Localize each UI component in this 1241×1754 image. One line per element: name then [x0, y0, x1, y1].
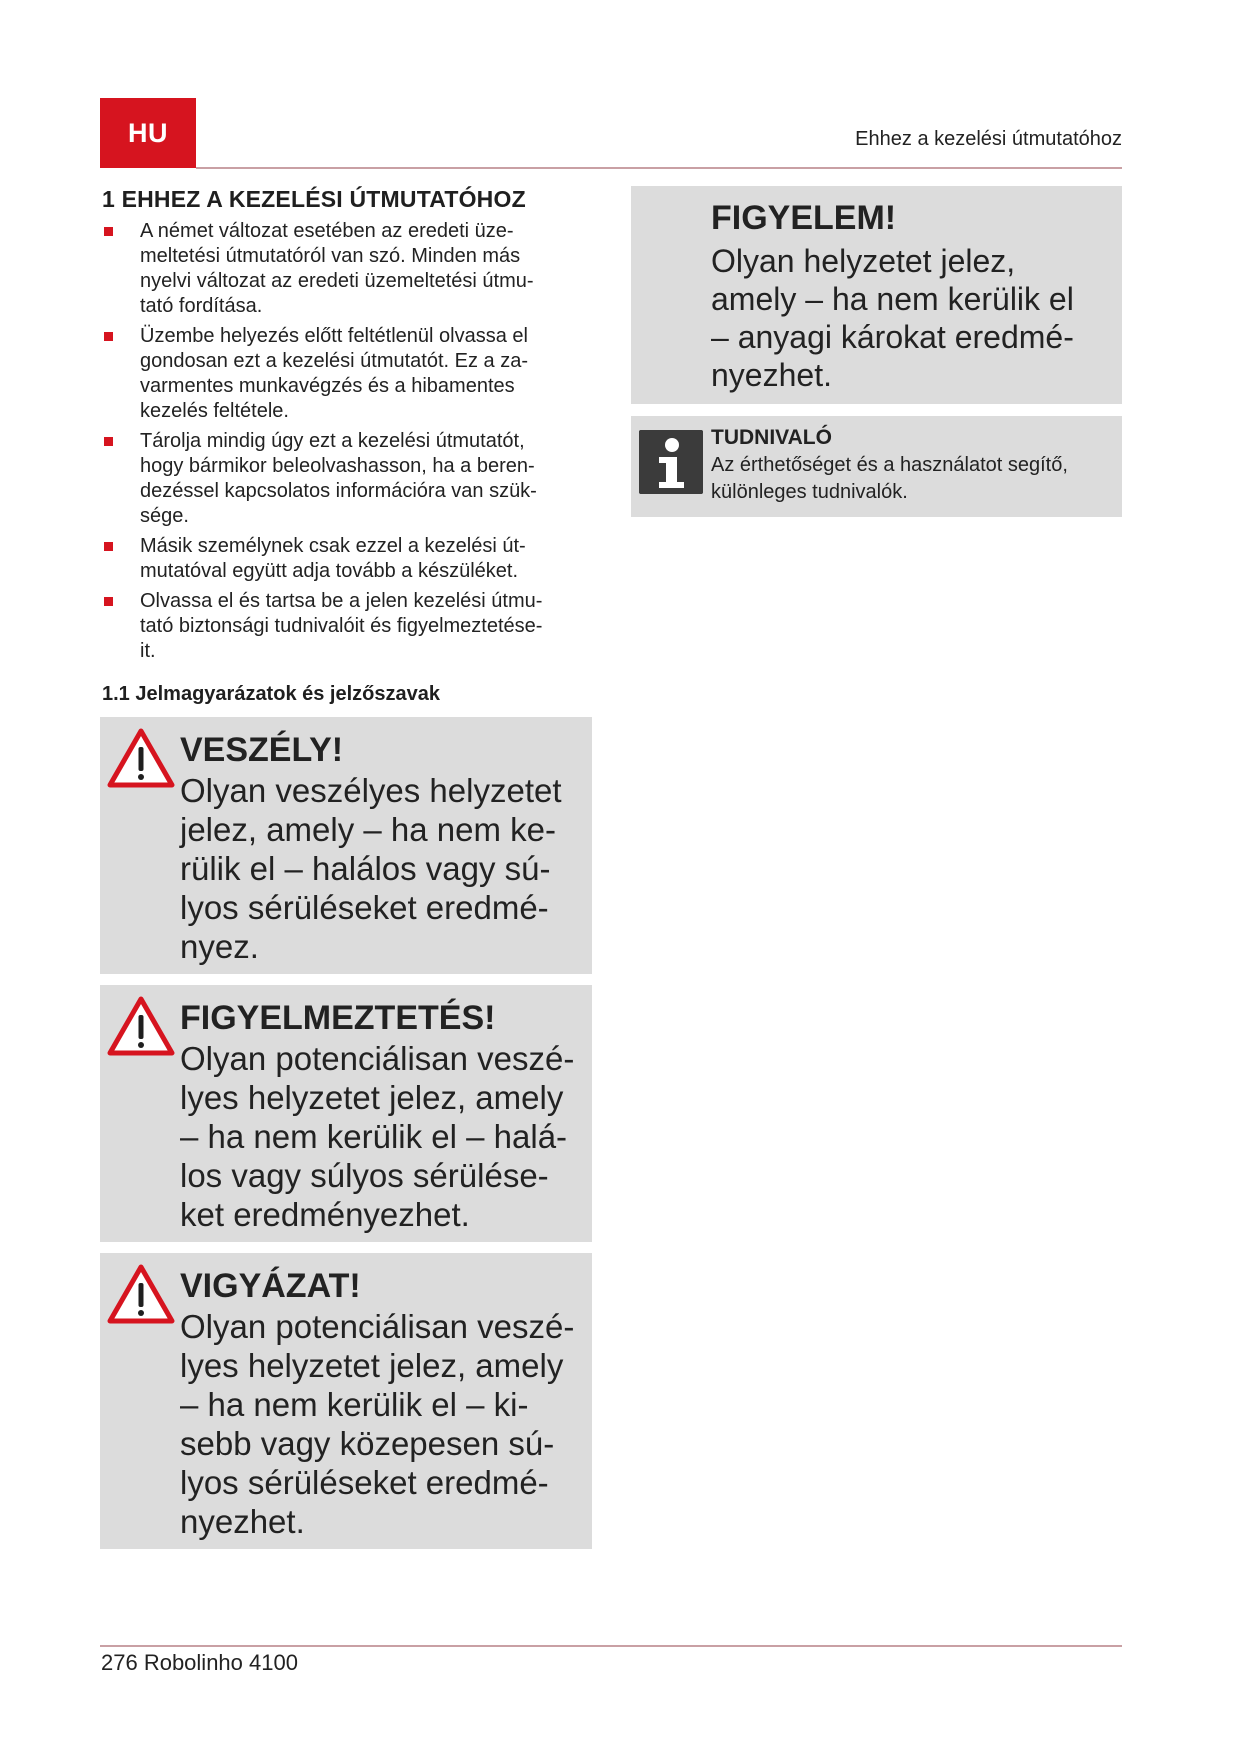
bullet-item	[100, 534, 592, 584]
notice-line: nyezhet.	[711, 357, 832, 393]
attention-notice	[631, 186, 1122, 404]
bullet-line: Olvassa el és tartsa be a jelen kezelési útmu-	[140, 590, 543, 612]
bullet-line: gondosan ezt a kezelési útmutatót. Ez a za-	[140, 350, 528, 372]
bullet-line: meltetési útmutatóról van szó. Minden más	[140, 245, 521, 267]
right-column	[631, 186, 1122, 528]
notice-line: amely – ha nem kerülik el	[711, 281, 1074, 317]
warning-notice	[100, 985, 592, 1242]
notice-line: Olyan potenciálisan veszé-	[180, 1308, 575, 1345]
language-tab: HU	[100, 98, 196, 168]
notice-title: FIGYELEM!	[711, 199, 897, 237]
bullet-square-icon	[104, 227, 113, 236]
notice-title: FIGYELMEZTETÉS!	[180, 999, 496, 1037]
bullet-line: kezelés feltétele.	[140, 400, 289, 422]
bullet-line: mutatóval együtt adja tovább a készüléket.	[140, 560, 519, 582]
notice-body	[711, 242, 1102, 394]
bullet-line: dezéssel kapcsolatos információra van szük-	[140, 480, 537, 502]
bullet-line: Másik személynek csak ezzel a kezelési út-	[140, 535, 526, 557]
info-icon	[639, 430, 703, 494]
warning-triangle-icon	[107, 1263, 175, 1325]
notice-body	[711, 452, 1112, 506]
caution-notice	[100, 1253, 592, 1549]
subsection-heading: 1.1 Jelmagyarázatok és jelzőszavak	[102, 683, 440, 705]
notice-line: nyez.	[180, 928, 259, 965]
bullet-item	[100, 324, 592, 424]
notice-line: sebb vagy közepesen sú-	[180, 1425, 555, 1462]
notice-line: – ha nem kerülik el – halá-	[180, 1118, 568, 1155]
notice-line: los vagy súlyos sérülése-	[180, 1157, 549, 1194]
bullet-line: nyelvi változat az eredeti üzemeltetési útmu-	[140, 270, 534, 292]
bullet-square-icon	[104, 542, 113, 551]
warning-triangle-icon	[107, 727, 175, 789]
page-number: 276 Robolinho 4100	[101, 1650, 298, 1675]
notice-line: Olyan potenciálisan veszé-	[180, 1040, 575, 1077]
notice-title: VIGYÁZAT!	[180, 1267, 361, 1305]
notice-line: Az érthetőséget és a használatot segítő,	[711, 454, 1068, 476]
notice-line: lyes helyzetet jelez, amely	[180, 1079, 564, 1116]
intro-bullet-list	[100, 219, 592, 664]
bullet-line: sége.	[140, 505, 189, 527]
notice-line: jelez, amely – ha nem ke-	[180, 811, 557, 848]
notice-line: rülik el – halálos vagy sú-	[180, 850, 551, 887]
notice-line: különleges tudnivalók.	[711, 481, 908, 503]
notice-line: lyes helyzetet jelez, amely	[180, 1347, 564, 1384]
footer-divider	[100, 1645, 1122, 1647]
bullet-line: it.	[140, 640, 156, 662]
notice-line: nyezhet.	[180, 1503, 305, 1540]
notice-title: TUDNIVALÓ	[711, 426, 832, 449]
bullet-line: A német változat esetében az eredeti üze-	[140, 220, 514, 242]
warning-triangle-icon	[107, 995, 175, 1057]
header-title: Ehhez a kezelési útmutatóhoz	[855, 128, 1122, 150]
notice-line: ket eredményezhet.	[180, 1196, 470, 1233]
section-heading: 1 EHHEZ A KEZELÉSI ÚTMUTATÓHOZ	[102, 186, 526, 212]
notice-line: – anyagi károkat eredmé-	[711, 319, 1074, 355]
notice-line: – ha nem kerülik el – ki-	[180, 1386, 529, 1423]
notice-body	[180, 1039, 576, 1234]
bullet-line: tató fordítása.	[140, 295, 263, 317]
notice-title: VESZÉLY!	[180, 731, 344, 769]
bullet-line: Üzembe helyezés előtt feltétlenül olvassa el	[140, 325, 528, 347]
bullet-item	[100, 429, 592, 529]
bullet-item	[100, 219, 592, 319]
bullet-square-icon	[104, 332, 113, 341]
notice-line: lyos sérüléseket eredmé-	[180, 889, 549, 926]
notice-line: Olyan helyzetet jelez,	[711, 243, 1016, 279]
header-divider	[196, 167, 1122, 169]
bullet-square-icon	[104, 437, 113, 446]
bullet-item	[100, 589, 592, 664]
bullet-line: tató biztonsági tudnivalóit és figyelmeztetése-	[140, 615, 543, 637]
bullet-line: hogy bármikor beleolvashasson, ha a beren-	[140, 455, 535, 477]
notice-body	[180, 1307, 576, 1541]
danger-notice	[100, 717, 592, 974]
bullet-line: varmentes munkavégzés és a hibamentes	[140, 375, 515, 397]
notice-body	[180, 771, 576, 966]
bullet-square-icon	[104, 597, 113, 606]
bullet-line: Tárolja mindig úgy ezt a kezelési útmutatót,	[140, 430, 525, 452]
left-column	[100, 186, 592, 1560]
notice-line: Olyan veszélyes helyzetet	[180, 772, 562, 809]
info-notice	[631, 416, 1122, 517]
notice-line: lyos sérüléseket eredmé-	[180, 1464, 549, 1501]
